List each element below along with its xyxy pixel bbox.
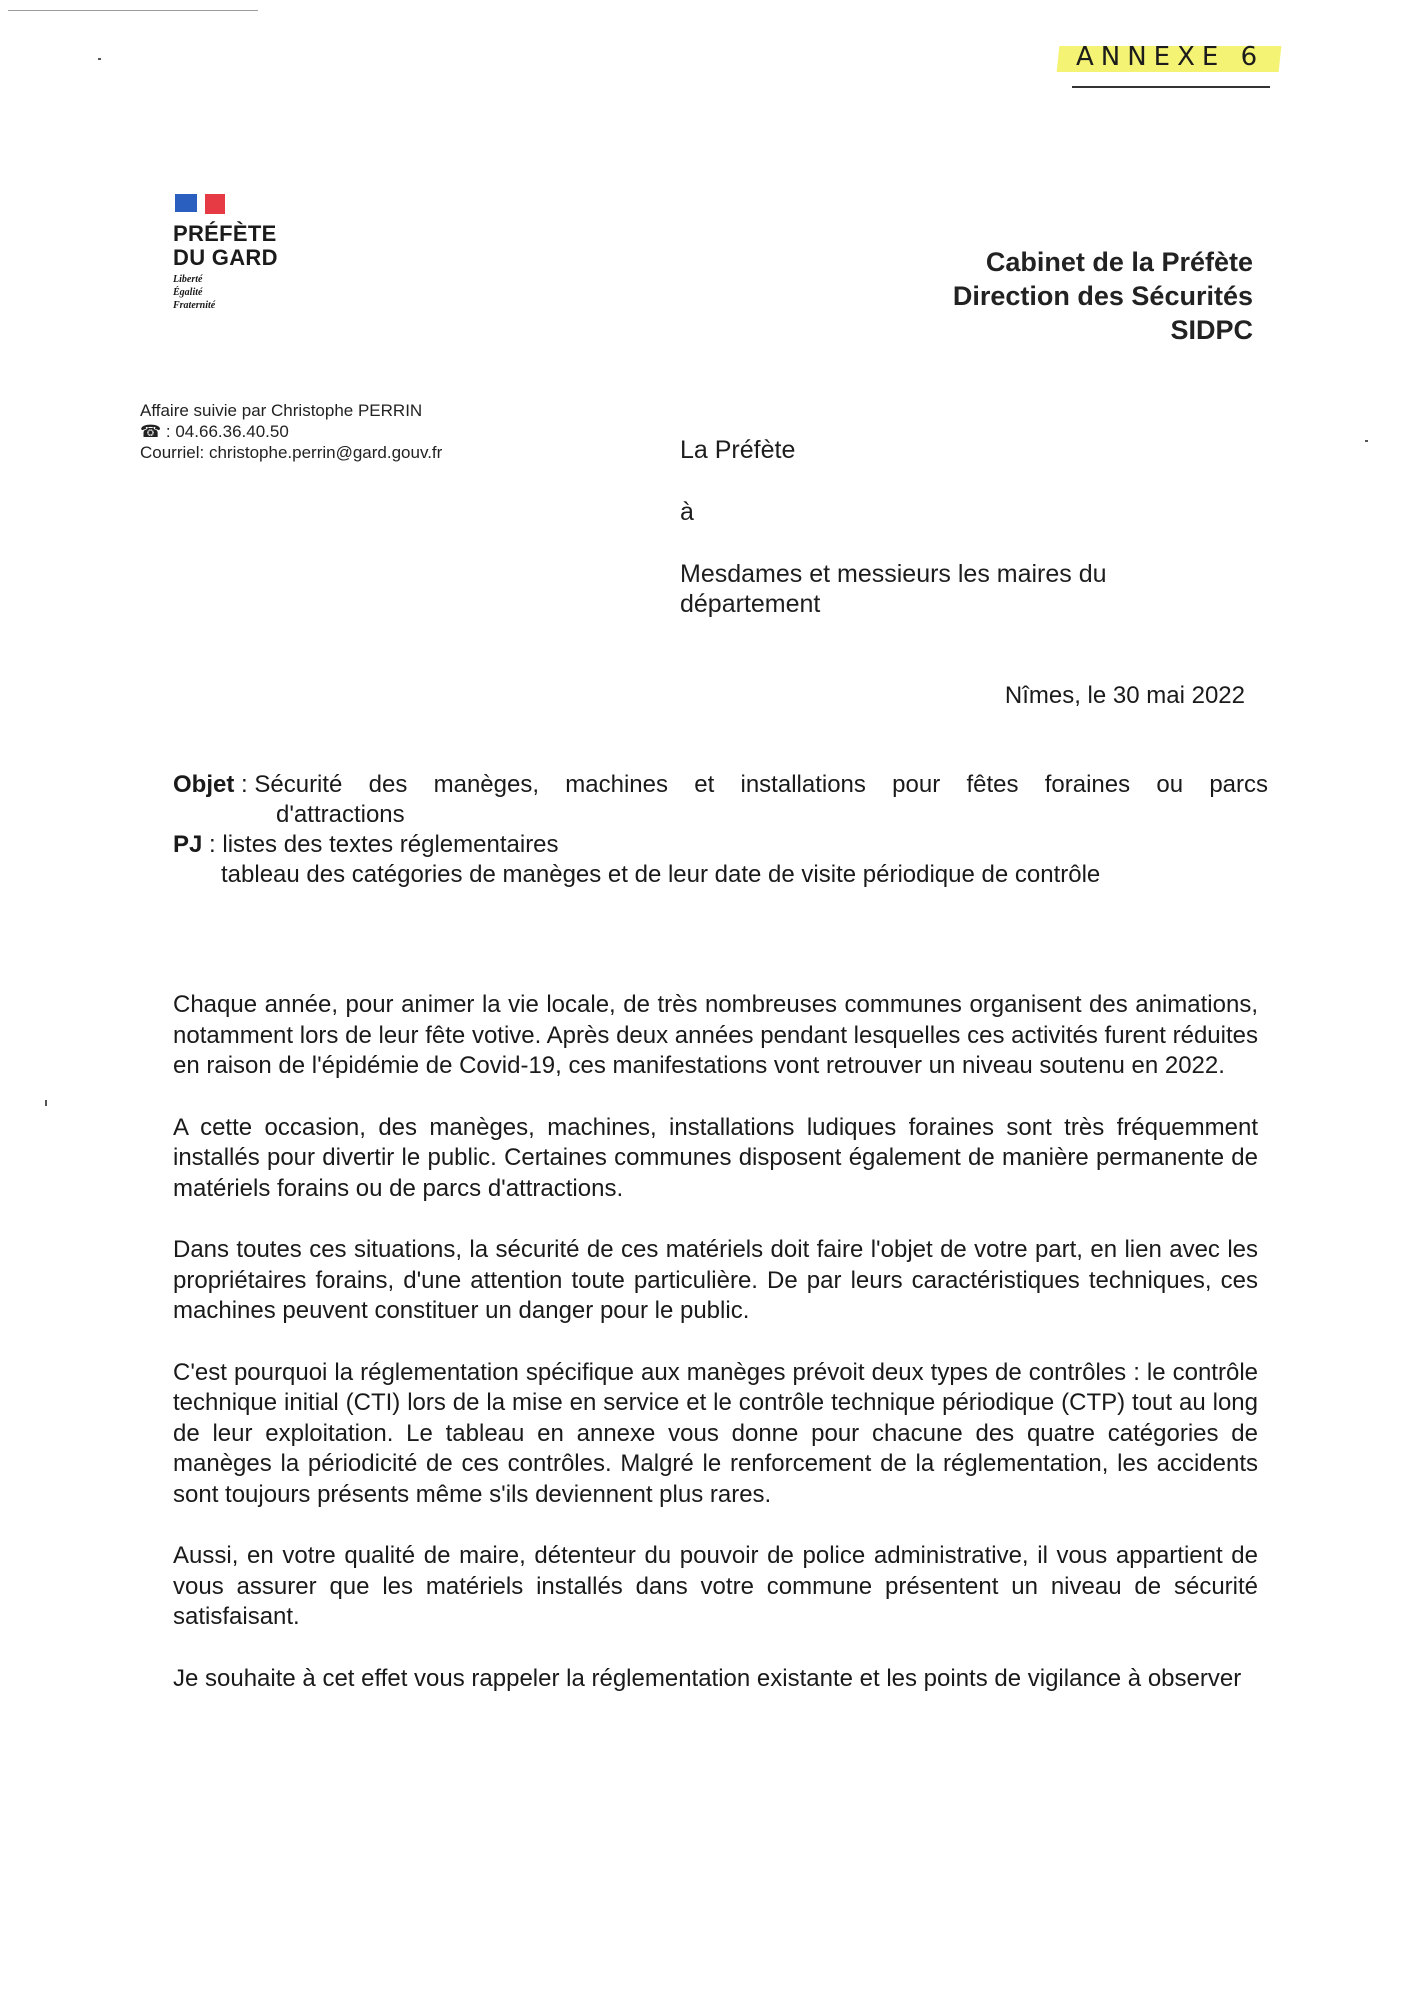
pj-text-line1: listes des textes réglementaires — [222, 831, 559, 858]
scan-speck — [98, 58, 101, 60]
recipient-to-line2: département — [680, 590, 821, 618]
prefecture-logo — [173, 194, 333, 312]
contact-block — [140, 400, 442, 463]
objet-text-line1: Sécurité des manèges, machines et installations pour fêtes foraines ou parcs — [254, 771, 1268, 798]
logo-title-line2: DU GARD — [173, 245, 278, 270]
scan-artifact-line — [8, 10, 258, 11]
logo-title-line1: PRÉFÈTE — [173, 221, 277, 246]
annexe-label: ANNEXE 6 — [1076, 42, 1265, 72]
pj-text-line2: tableau des catégories de manèges et de leur date de visite périodique de contrôle — [221, 861, 1101, 888]
letter-date: Nîmes, le 30 mai 2022 — [1004, 682, 1245, 709]
objet-label: Objet — [173, 771, 235, 798]
pj-label: PJ — [173, 831, 203, 858]
recipient-to-line1: Mesdames et messieurs les maires du — [680, 560, 1107, 588]
scan-speck — [45, 1100, 47, 1106]
recipient-block — [680, 435, 1107, 619]
subject-block — [173, 770, 1268, 890]
flag-red — [205, 194, 225, 214]
annexe-stamp — [1058, 42, 1278, 80]
body-paragraph: Dans toutes ces situations, la sécurité de ces matériels doit faire l'objet de votre part, en lien avec les propriétaires forains, d'une attention toute particulière. De par leurs caractéristiques techniques, ces machines peuvent constituer un danger pour le public. — [173, 1236, 1258, 1324]
sender-line3: SIDPC — [1170, 315, 1253, 345]
pj-sep: : — [202, 831, 223, 858]
flag-blue — [175, 194, 197, 212]
annexe-underline — [1072, 86, 1270, 88]
body-paragraph: A cette occasion, des manèges, machines, installations ludiques foraines sont très fréquemment installés pour divertir le public. Certaines communes disposent également de manière permanente de matériels forains ou de parcs d'attractions. — [173, 1113, 1258, 1202]
logo-title — [173, 222, 333, 270]
objet-row — [173, 770, 1268, 800]
phone-icon: ☎ — [140, 422, 162, 441]
republic-motto — [173, 273, 333, 312]
body-paragraph: Je souhaite à cet effet vous rappeler la réglementation existante et les points de vigilance à observer — [173, 1664, 1242, 1692]
sender-line1: Cabinet de la Préfète — [985, 247, 1253, 277]
pj-row — [173, 830, 1268, 860]
body-paragraph: Aussi, en votre qualité de maire, détenteur du pouvoir de police administrative, il vous appartient de vous assurer que les matériels installés dans votre commune présentent un niveau de sécurité satisfaisant. — [173, 1542, 1258, 1630]
motto-fraternite: Fraternité — [173, 300, 216, 311]
contact-followed-by: Affaire suivie par Christophe PERRIN — [140, 401, 423, 420]
contact-phone-row — [140, 421, 442, 442]
sender-department — [953, 245, 1253, 347]
objet-sep: : — [234, 771, 255, 798]
body-paragraph: Chaque année, pour animer la vie locale, de très nombreuses communes organisent des animations, notamment lors de leur fête votive. Après deux années pendant lesquelles ces activités furent réduites en raison de l'épidémie de Covid-19, ces manifestations vont retrouver un niveau soutenu en 2022. — [173, 991, 1258, 1079]
motto-liberte: Liberté — [173, 274, 203, 285]
motto-egalite: Égalité — [173, 287, 203, 298]
recipient-to-word: à — [680, 498, 694, 526]
sender-line2: Direction des Sécurités — [952, 281, 1253, 311]
contact-email: Courriel: christophe.perrin@gard.gouv.fr — [140, 443, 443, 462]
objet-text-line2: d'attractions — [276, 801, 405, 828]
contact-phone: : 04.66.36.40.50 — [161, 422, 289, 441]
marianne-flag-icon — [175, 194, 333, 214]
letter-body — [173, 990, 1258, 1725]
body-paragraph: C'est pourquoi la réglementation spécifique aux manèges prévoit deux types de contrôles : le contrôle technique initial (CTI) lors de la mise en service et le contrôle technique périodique (CTP) tout au long de leur exploitation. Le tableau en annexe vous donne pour chacune des quatre catégories de manèges la périodicité de ces contrôles. Malgré le renforcement de la réglementation, les accidents sont toujours présents même s'ils deviennent plus rares. — [173, 1358, 1258, 1508]
scan-speck — [1365, 440, 1368, 442]
recipient-from: La Préfète — [680, 436, 796, 464]
